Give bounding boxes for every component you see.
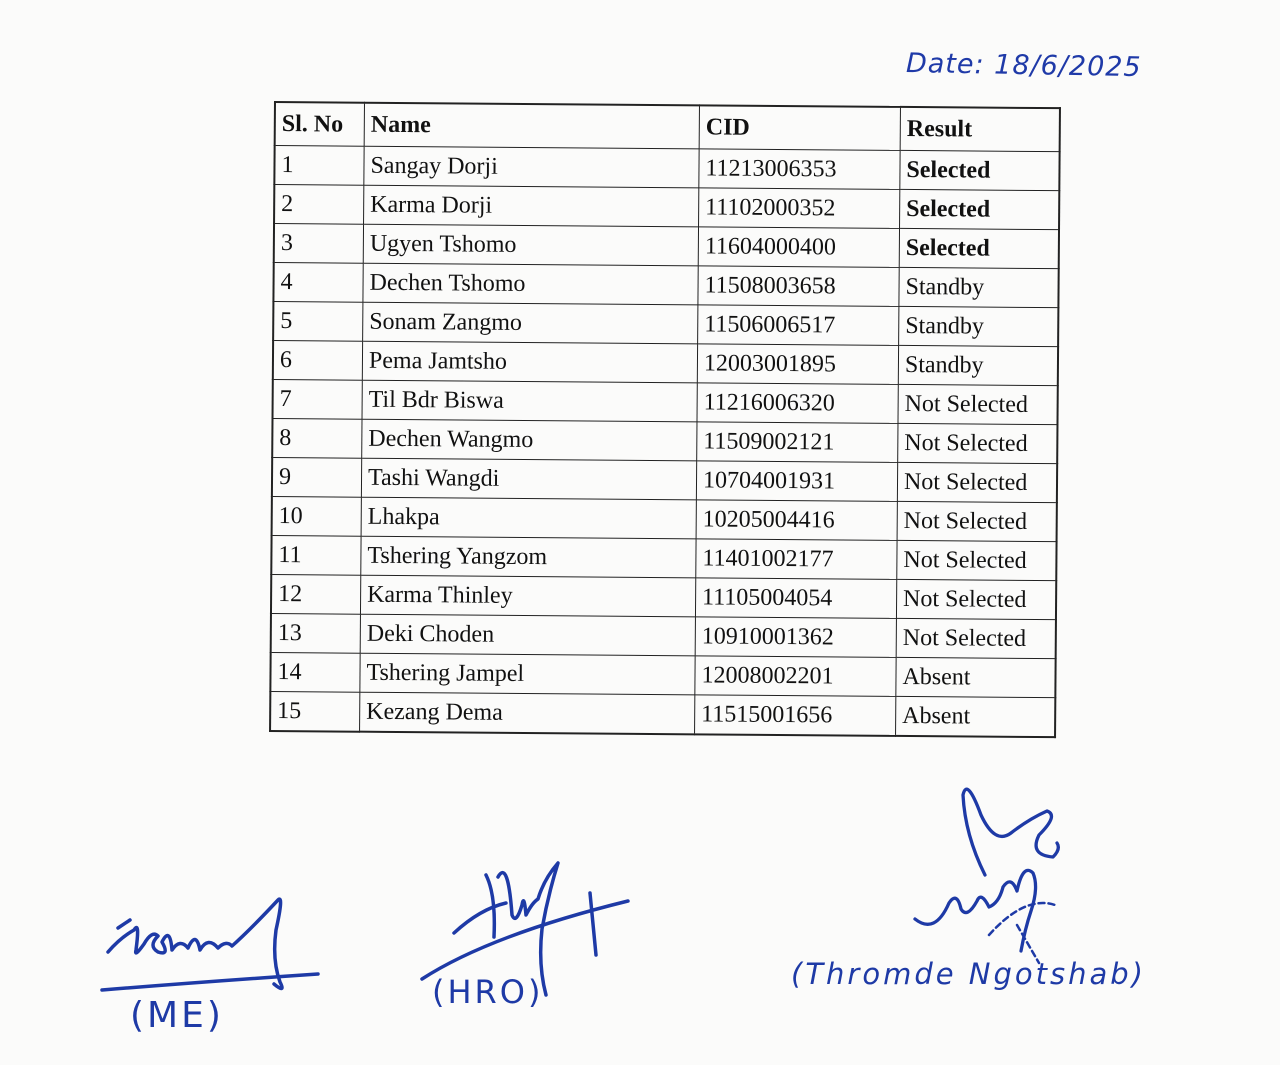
cell-cid: 10704001931 (696, 461, 897, 502)
table-row (273, 341, 1058, 386)
cell-cid: 11508003658 (698, 266, 899, 307)
cell-result: Not Selected (897, 501, 1057, 541)
cell-cid: 11102000352 (699, 188, 900, 229)
table-row (272, 418, 1057, 463)
cell-sl-no: 14 (270, 652, 360, 692)
cell-cid: 11105004054 (695, 578, 896, 619)
signature-hro-caption: (HRO) (432, 973, 544, 1011)
cell-cid: 11604000400 (698, 227, 899, 268)
cell-cid: 11506006517 (698, 305, 899, 346)
cell-sl-no: 3 (274, 224, 364, 264)
cell-sl-no: 10 (272, 496, 362, 536)
cell-name: Til Bdr Biswa (362, 380, 697, 422)
cell-cid: 11509002121 (697, 422, 898, 463)
cell-sl-no: 15 (270, 691, 360, 731)
signature-thromde-scribble (785, 775, 1125, 965)
signature-me-scribble (100, 890, 340, 1000)
cell-cid: 12008002201 (695, 656, 896, 697)
table-row (274, 146, 1059, 191)
signature-me (100, 890, 340, 1050)
cell-name: Tshering Jampel (360, 653, 695, 695)
header-sl-no: Sl. No (275, 102, 365, 146)
cell-name: Karma Thinley (360, 575, 695, 617)
results-table (269, 101, 1061, 738)
cell-name: Lhakpa (361, 497, 696, 539)
cell-result: Not Selected (896, 579, 1056, 619)
cell-result: Not Selected (898, 423, 1058, 463)
cell-result: Selected (899, 228, 1059, 268)
table-row (271, 613, 1056, 658)
cell-name: Sonam Zangmo (363, 302, 698, 344)
signature-hro (420, 855, 650, 1035)
table-row (271, 574, 1056, 619)
signature-me-caption: (ME) (130, 995, 224, 1036)
cell-cid: 11213006353 (699, 149, 900, 190)
cell-name: Deki Choden (360, 614, 695, 656)
cell-sl-no: 7 (273, 379, 363, 419)
table-row (270, 691, 1055, 737)
table-row (273, 263, 1058, 308)
cell-name: Pema Jamtsho (362, 341, 697, 383)
cell-cid: 12003001895 (697, 344, 898, 385)
table-row (272, 457, 1057, 502)
cell-name: Kezang Dema (360, 692, 695, 734)
cell-name: Karma Dorji (364, 185, 699, 227)
cell-name: Tshering Yangzom (361, 536, 696, 578)
cell-cid: 10910001362 (695, 617, 896, 658)
table-row (270, 652, 1055, 697)
cell-sl-no: 12 (271, 574, 361, 614)
cell-result: Absent (896, 657, 1056, 697)
cell-result: Selected (900, 150, 1060, 190)
cell-result: Not Selected (896, 618, 1056, 658)
signature-thromde-caption: (Thromde Ngotshab) (791, 957, 1146, 991)
cell-result: Not Selected (897, 462, 1057, 502)
cell-name: Sangay Dorji (364, 146, 699, 188)
table-row (274, 224, 1059, 269)
table-row (274, 185, 1059, 230)
cell-sl-no: 9 (272, 457, 362, 497)
cell-sl-no: 1 (274, 146, 364, 186)
cell-sl-no: 5 (273, 302, 363, 342)
cell-cid: 11515001656 (695, 695, 896, 736)
header-name: Name (364, 103, 699, 149)
cell-name: Tashi Wangdi (361, 458, 696, 500)
table-row (273, 379, 1058, 424)
cell-result: Standby (898, 345, 1058, 385)
cell-cid: 11401002177 (696, 539, 897, 580)
cell-cid: 11216006320 (697, 383, 898, 424)
cell-sl-no: 11 (271, 535, 361, 575)
cell-result: Standby (899, 306, 1059, 346)
cell-name: Dechen Tshomo (363, 263, 698, 305)
header-result: Result (900, 107, 1060, 152)
table-row (272, 496, 1057, 541)
cell-sl-no: 2 (274, 185, 364, 225)
cell-sl-no: 6 (273, 341, 363, 381)
cell-result: Absent (896, 696, 1056, 737)
cell-name: Ugyen Tshomo (363, 224, 698, 266)
table-header-row (275, 102, 1060, 152)
handwritten-date: Date: 18/6/2025 (905, 48, 1142, 84)
signature-thromde (785, 775, 1146, 1025)
results-table-wrapper (269, 101, 1061, 738)
cell-cid: 10205004416 (696, 500, 897, 541)
cell-result: Not Selected (898, 384, 1058, 424)
cell-sl-no: 13 (271, 613, 361, 653)
cell-name: Dechen Wangmo (362, 419, 697, 461)
table-body (270, 146, 1060, 738)
table-row (271, 535, 1056, 580)
cell-sl-no: 4 (273, 263, 363, 303)
cell-result: Standby (899, 267, 1059, 307)
table-row (273, 302, 1058, 347)
cell-result: Not Selected (897, 540, 1057, 580)
cell-sl-no: 8 (272, 418, 362, 458)
header-cid: CID (699, 105, 900, 150)
cell-result: Selected (900, 189, 1060, 229)
